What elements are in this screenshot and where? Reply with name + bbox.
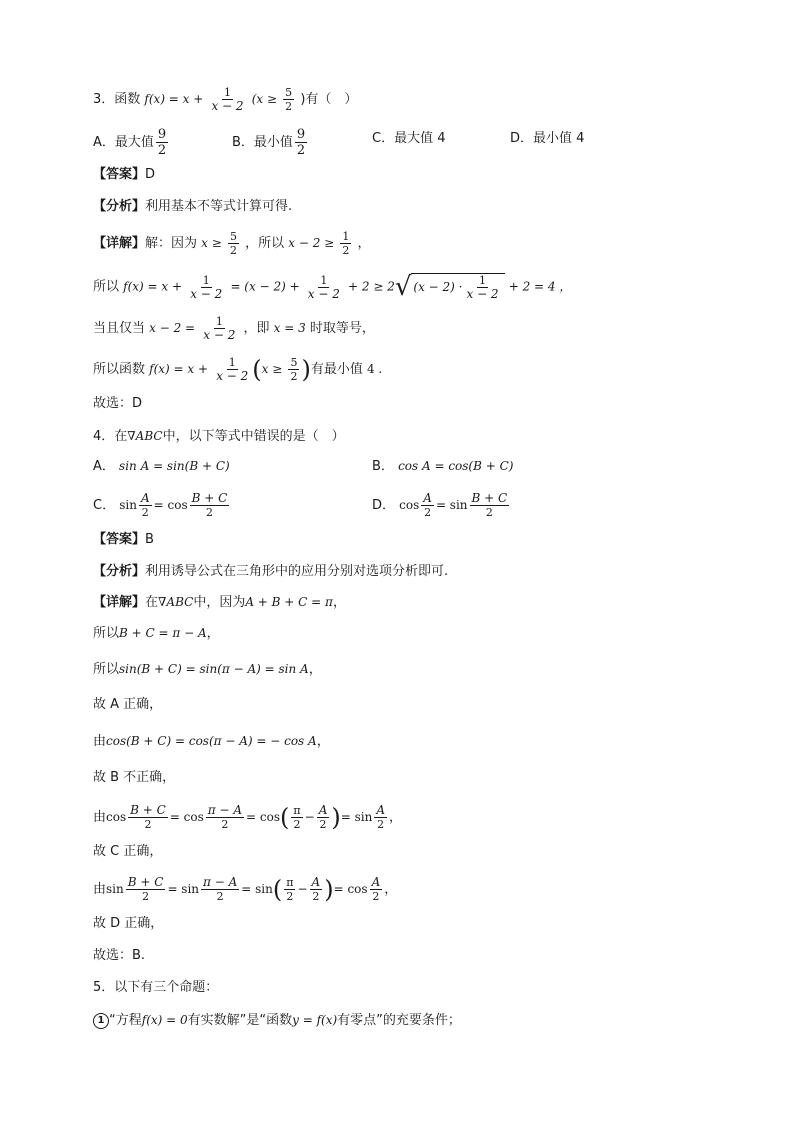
q4-option-b: B． cos A = cos(B + C) <box>372 459 514 474</box>
q4-select: 故选：B. <box>93 948 146 963</box>
q3-analysis: 【分析】利用基本不等式计算可得. <box>93 199 293 214</box>
q3-answer: 【答案】D <box>93 167 156 182</box>
q4-detail-10: 故 D 正确， <box>93 916 164 931</box>
q5-stem: 5．以下有三个命题： <box>93 980 219 995</box>
q5-item-1: 1 “方程f(x) = 0有实数解”是“函数y = f(x)有零点”的充要条件； <box>93 1010 461 1031</box>
q4-analysis: 【分析】利用诱导公式在三角形中的应用分别对选项分析即可. <box>93 564 449 579</box>
q4-detail-5: 由cos(B + C) = cos(π − A) = − cos A， <box>93 734 330 749</box>
q4-detail-4: 故 A 正确， <box>93 697 163 712</box>
q4-detail-6: 故 B 不正确， <box>93 770 176 785</box>
q4-detail-9: 由sin $\frac{B + C}{2}$ = sin $\frac{\pi - A}{2}$ = sin( $\frac{\pi}{2}$ − $\frac{A}{2}$ )= cos $\frac{A}{2}$ ， <box>93 875 398 904</box>
q3-detail-1: 【详解】解：因为 x ≥ $\frac{5}{2}$ ，所以 x − 2 ≥ $\frac{1}{2}$ ， <box>93 230 371 257</box>
q4-detail-1: 【详解】在∇ABC中，因为A + B + C = π， <box>93 595 346 610</box>
q3-option-b: B．最小值 $\frac{9}{2}$ <box>232 127 306 158</box>
q3-tail: )有（ ） <box>300 92 358 107</box>
q3-cond: (x ≥ <box>251 92 278 106</box>
circled-number-icon: 1 <box>93 1013 109 1029</box>
sqrt-symbol: √ <box>394 272 412 302</box>
q3-detail-4: 所以函数 f(x) = x + $\frac{1}{x - 2}$ (x ≥ $\frac{5}{2}$ )有最小值 4 . <box>93 355 383 384</box>
q4-option-c: C． sin $\frac{A}{2}$ = cos $\frac{B + C}{2}$ <box>93 491 228 519</box>
q3-option-a: A．最大值 $\frac{9}{2}$ <box>93 127 167 158</box>
q4-detail-7: 由cos $\frac{B + C}{2}$ = cos $\frac{\pi - A}{2}$ = cos( $\frac{\pi}{2}$ − $\frac{A}{2}$ )= sin $\frac{A}{2}$ ， <box>93 803 403 832</box>
q3-select: 故选：D <box>93 396 143 411</box>
q4-option-a: A． sin A = sin(B + C) <box>93 459 230 474</box>
q3-detail-3: 当且仅当 x − 2 = $\frac{1}{x - 2}$ ，即 x = 3 时取等号， <box>93 315 375 342</box>
q3-frac: $\frac{1}{x - 2}$ <box>211 86 244 113</box>
q3-cond-frac: $\frac{5}{2}$ <box>285 86 293 113</box>
q4-option-d: D． cos $\frac{A}{2}$ = sin $\frac{B + C}{2}$ <box>372 491 508 519</box>
q4-answer: 【答案】B <box>93 532 154 547</box>
q3-func: f(x) = x + <box>144 92 204 106</box>
q4-stem: 4．在∇ABC中，以下等式中错误的是（ ） <box>93 429 345 444</box>
q3-stem <box>93 86 357 113</box>
q4-detail-3: 所以sin(B + C) = sin(π − A) = sin A， <box>93 662 322 677</box>
q3-detail-2: 所以 f(x) = x + $\frac{1}{x - 2}$ = (x − 2) + $\frac{1}{x - 2}$ + 2 ≥ 2√ (x − 2) · $\frac{1}{x - 2}$ + 2 = 4 ， <box>93 272 572 302</box>
q4-detail-2: 所以B + C = π − A， <box>93 626 220 641</box>
q3-option-d: D．最小值 4 <box>510 131 585 146</box>
q3-option-c: C．最大值 4 <box>372 131 446 146</box>
q3-number: 3．函数 <box>93 92 141 107</box>
sqrt-body: (x − 2) · $\frac{1}{x - 2}$ <box>411 273 504 301</box>
q4-detail-8: 故 C 正确， <box>93 844 163 859</box>
